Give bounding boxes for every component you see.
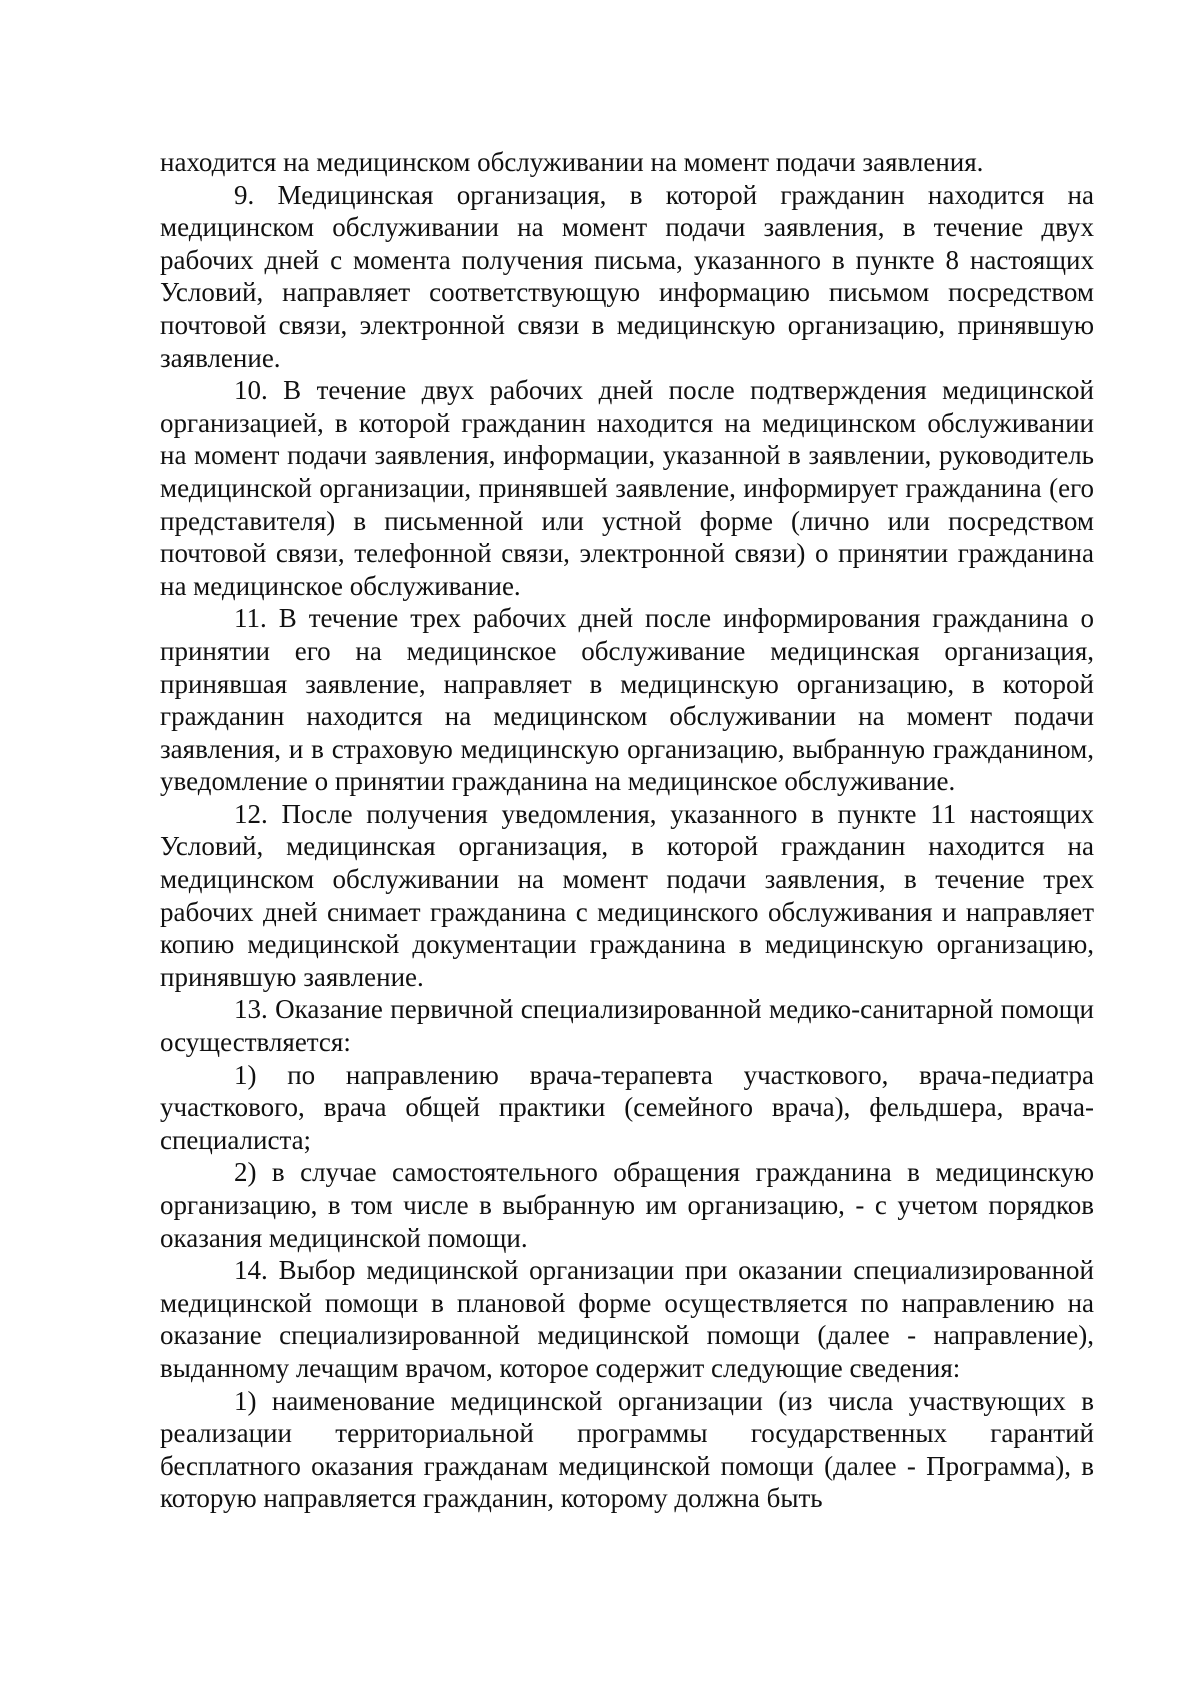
paragraph-item-13-sub-1: 1) по направлению врача-терапевта участкового, врача-педиатра участкового, врача общей практики (семейного врача), фельдшера, врача-специалиста; [160, 1059, 1094, 1155]
paragraph-item-14-sub-1: 1) наименование медицинской организации (из числа участвующих в реализации территориальной программы государственных гарантий бесплатного оказания гражданам медицинской помощи (далее - Программа), в которую направляется гражданин, которому должна быть [160, 1385, 1094, 1514]
paragraph-item-13-sub-2: 2) в случае самостоятельного обращения гражданина в медицинскую организацию, в том числе в выбранную им организацию, - с учетом порядков оказания медицинской помощи. [160, 1157, 1094, 1253]
paragraph-item-12: 12. После получения уведомления, указанного в пункте 11 настоящих Условий, медицинская организация, в которой гражданин находится на медицинском обслуживании на момент подачи заявления, в течение трех рабочих дней снимает гражданина с медицинского обслуживания и направляет копию медицинской документации гражданина в медицинскую организацию, принявшую заявление. [160, 798, 1094, 992]
document-page [160, 146, 1094, 1515]
paragraph-item-14: 14. Выбор медицинской организации при оказании специализированной медицинской помощи в плановой форме осуществляется по направлению на оказание специализированной медицинской помощи (далее - направление), выданному лечащим врачом, которое содержит следующие сведения: [160, 1255, 1094, 1383]
paragraph-item-9: 9. Медицинская организация, в которой гражданин находится на медицинском обслуживании на момент подачи заявления, в течение двух рабочих дней с момента получения письма, указанного в пункте 8 настоящих Условий, направляет соответствующую информацию письмом посредством почтовой связи, электронной связи в медицинскую организацию, принявшую заявление. [160, 179, 1094, 373]
paragraph-item-13: 13. Оказание первичной специализированной медико-санитарной помощи осуществляется: [160, 994, 1094, 1058]
paragraph-item-11: 11. В течение трех рабочих дней после информирования гражданина о принятии его на медицинское обслуживание медицинская организация, принявшая заявление, направляет в медицинскую организацию, в которой гражданин находится на медицинском обслуживании на момент подачи заявления, и в страховую медицинскую организацию, выбранную гражданином, уведомление о принятии гражданина на медицинское обслуживание. [160, 603, 1094, 797]
paragraph-item-10: 10. В течение двух рабочих дней после подтверждения медицинской организацией, в которой гражданин находится на медицинском обслуживании на момент подачи заявления, информации, указанной в заявлении, руководитель медицинской организации, принявшей заявление, информирует гражданина (его представителя) в письменной или устной форме (лично или посредством почтовой связи, телефонной связи, электронной связи) о принятии гражданина на медицинское обслуживание. [160, 375, 1094, 601]
paragraph-continuation: находится на медицинском обслуживании на момент подачи заявления. [160, 147, 984, 177]
